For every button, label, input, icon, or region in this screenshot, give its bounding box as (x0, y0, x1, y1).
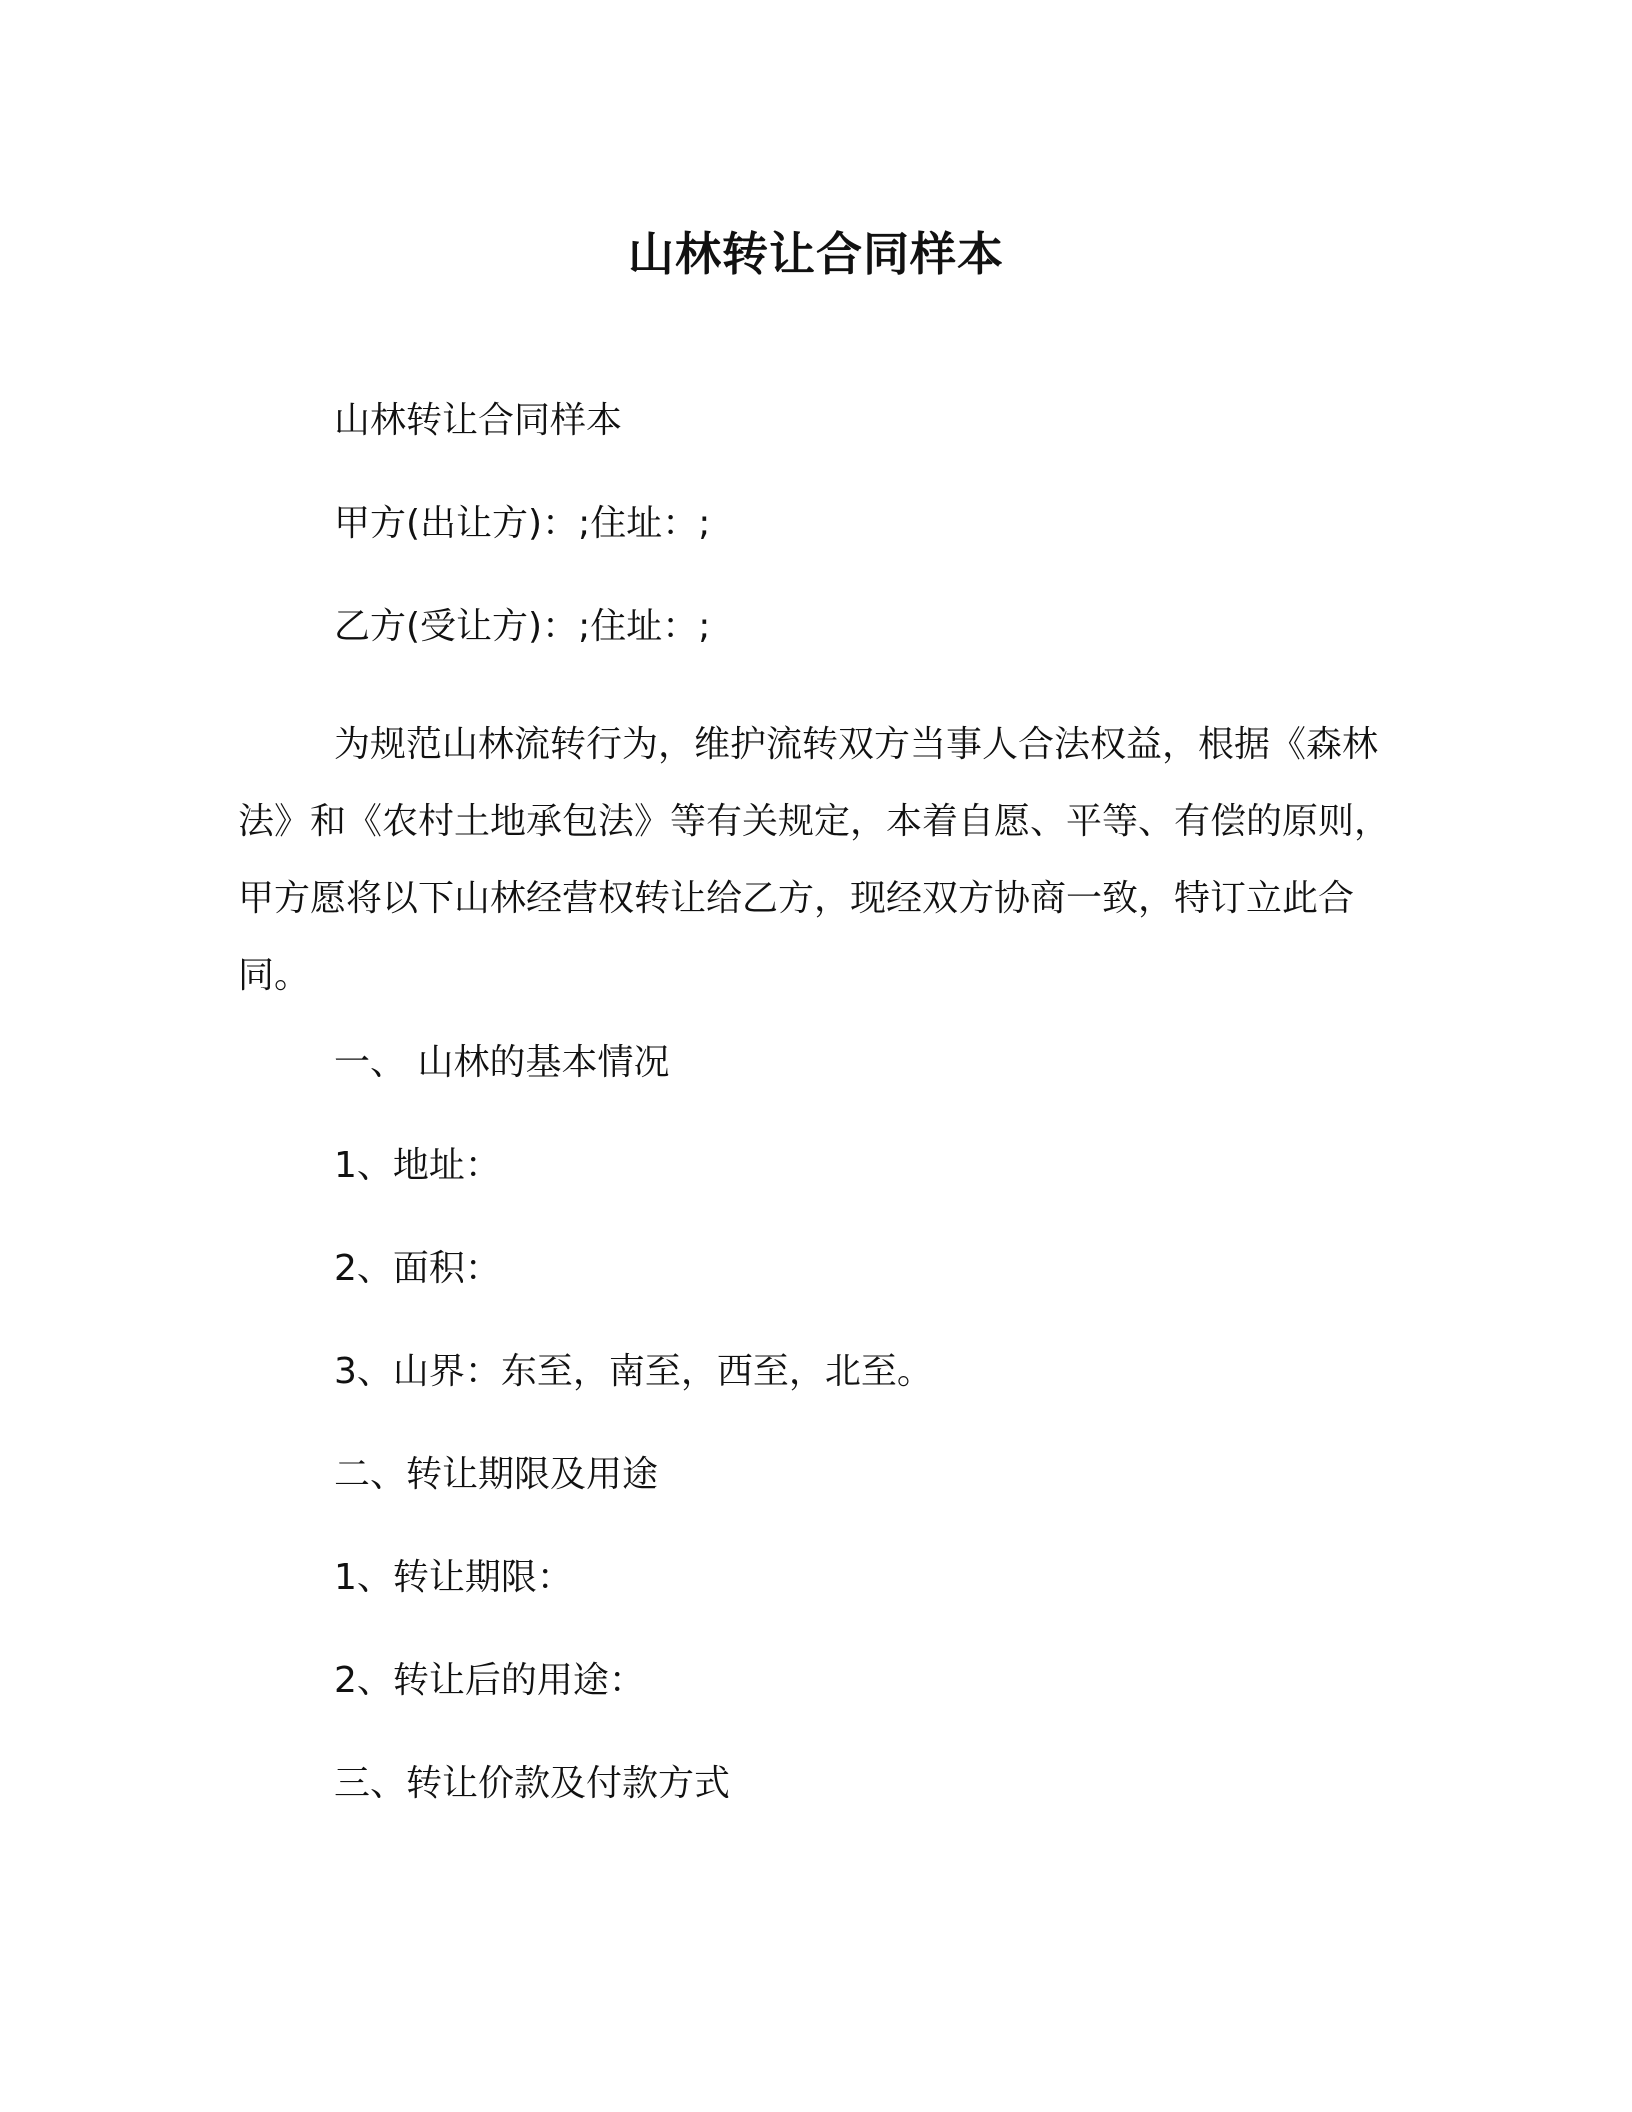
section1-item-address: 1、地址： (334, 1145, 501, 1186)
section1-heading: 一、 山林的基本情况 (334, 1042, 670, 1083)
section1-item-boundary: 3、山界：东至，南至，西至，北至。 (334, 1351, 933, 1392)
preamble-paragraph: 为规范山林流转行为，维护流转双方当事人合法权益，根据《森林法》和《农村土地承包法》等有关规定，本着自愿、平等、有偿的原则，甲方愿将以下山林经营权转让给乙方，现经双方协商一致，特订立此合同。 (238, 724, 1391, 996)
party-a-line: 甲方(出让方)：;住址：; (334, 503, 711, 544)
section1-item-area: 2、面积： (334, 1248, 501, 1289)
document-subtitle: 山林转让合同样本 (334, 400, 623, 441)
party-b-line: 乙方(受让方)：;住址：; (334, 606, 711, 647)
section2-item-term: 1、转让期限： (334, 1557, 573, 1598)
section2-heading: 二、转让期限及用途 (334, 1454, 659, 1495)
document-title: 山林转让合同样本 (628, 227, 1004, 281)
section3-heading: 三、转让价款及付款方式 (334, 1763, 731, 1804)
section2-item-usage: 2、转让后的用途： (334, 1660, 645, 1701)
